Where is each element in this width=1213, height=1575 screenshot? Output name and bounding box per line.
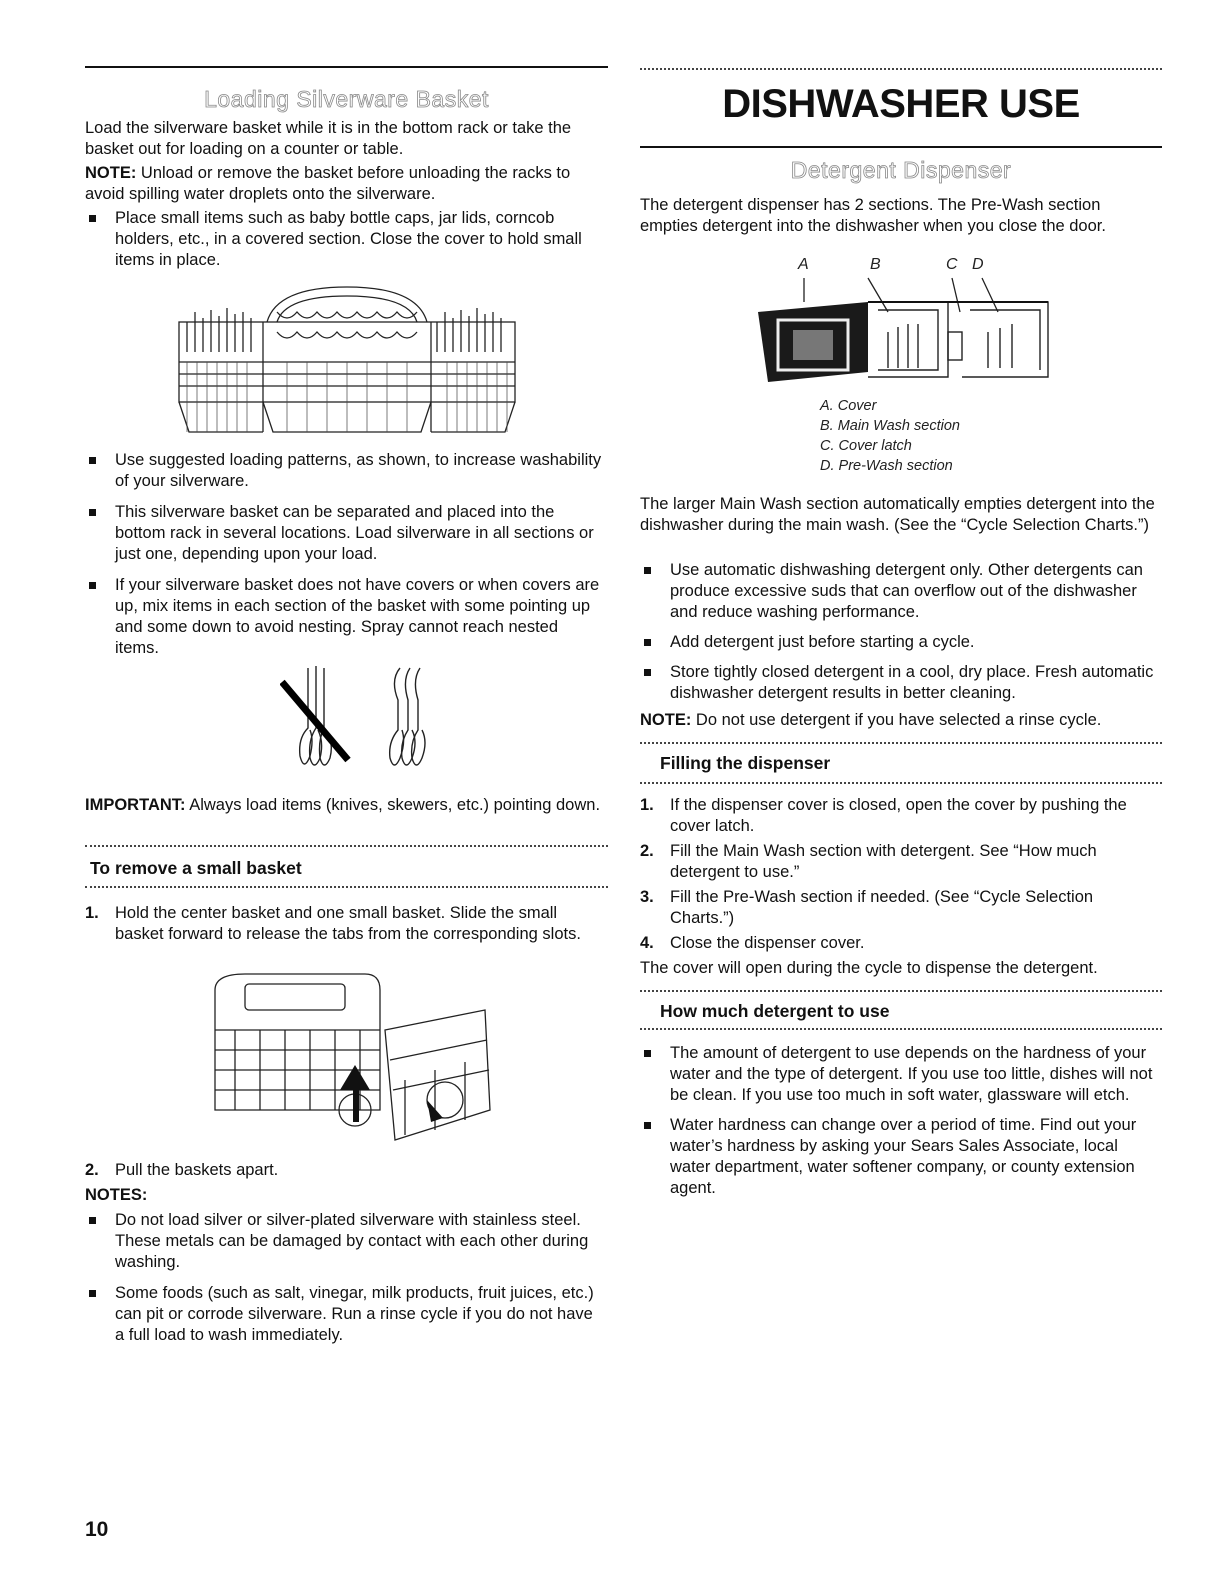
subheading-how-much: How much detergent to use [660,1001,890,1021]
top-dotted-rule [640,68,1162,70]
notes-list [85,1210,608,1346]
bullet-automatic-detergent: Use automatic dishwashing detergent only. Other detergents can produce excessive suds that can overflow out of the dishwasher and reduce washing performance. [640,560,1160,623]
dotted-rule [640,782,1162,784]
main-wash-text: The larger Main Wash section automatically empties detergent into the dishwasher during the main wash. (See the “Cycle Selection Charts.”) [640,495,1155,534]
dotted-rule [640,990,1162,992]
detergent-bullets [640,560,1162,704]
dotted-rule [85,886,608,888]
bullet-water-hardness-amount: The amount of detergent to use depends on the hardness of your water and the type of detergent. If you use too little, dishes will not be clean. If you use too much in soft water, glassware will etch. [640,1043,1160,1106]
title-rule [640,146,1162,148]
step-remove-1: 1. Hold the center basket and one small basket. Slide the small basket forward to release the tabs from the corresponding slots. [85,904,581,943]
legend-main-wash: B. Main Wash section [820,418,960,434]
label-d: D [972,256,984,273]
bullet-loading-patterns: Use suggested loading patterns, as shown, to increase washability of your silverware. [85,450,605,492]
dotted-rule [640,1028,1162,1030]
label-b: B [870,256,881,273]
legend-cover-latch: C. Cover latch [820,438,912,454]
filling-step-1: 1. If the dispenser cover is closed, open the cover by pushing the cover latch. [640,796,1127,835]
filling-steps [640,795,1162,954]
page-number: 10 [85,1518,109,1541]
silverware-intro: Load the silverware basket while it is in the bottom rack or take the basket out for loading on a counter or table. [85,119,572,158]
bullet-separated-basket: This silverware basket can be separated and placed into the bottom rack in several locations. Load silverware in all sections or just one, depending upon your load. [85,502,605,565]
dotted-rule [85,845,608,847]
remove-basket-illustration [205,970,495,1150]
dotted-rule [640,742,1162,744]
important-note: IMPORTANT: Always load items (knives, skewers, etc.) pointing down. [85,796,601,814]
filling-step-2: 2. Fill the Main Wash section with detergent. See “How much detergent to use.” [640,842,1097,881]
legend-cover: A. Cover [820,398,877,414]
filling-step-4: 4. Close the dispenser cover. [640,934,865,952]
silverware-bullets [85,450,608,659]
bullet-add-detergent: Add detergent just before starting a cycle. [640,632,1160,653]
nesting-spoons-illustration [280,660,450,780]
rinse-cycle-note: NOTE: Do not use detergent if you have selected a rinse cycle. [640,711,1102,729]
subheading-filling: Filling the dispenser [660,753,831,773]
bullet-water-hardness-change: Water hardness can change over a period of time. Find out your water’s hardness by asking your Sears Sales Associate, local water department, water softener company, or county extension agent. [640,1115,1160,1199]
page-title: DISHWASHER USE [722,82,1080,126]
dispenser-intro: The detergent dispenser has 2 sections. The Pre-Wash section empties detergent into the dishwasher when you close the door. [640,196,1106,235]
cover-open-text: The cover will open during the cycle to dispense the detergent. [640,959,1098,977]
note-foods-corrode: Some foods (such as salt, vinegar, milk products, fruit juices, etc.) can pit or corrode silverware. Run a rinse cycle if you do not have a full load to wash immediately. [85,1283,605,1346]
subheading-remove-basket: To remove a small basket [90,858,302,878]
section-heading-silverware: Loading Silverware Basket [204,86,489,112]
silverware-basket-illustration [177,282,517,442]
bullet-no-covers: If your silverware basket does not have covers or when covers are up, mix items in each section of the basket with some pointing up and some down to avoid nesting. Spray cannot reach nested items. [85,575,605,659]
label-a: A [798,256,809,273]
detergent-dispenser-illustration [748,272,1058,392]
label-c: C [946,256,958,273]
top-rule [85,66,608,68]
how-much-bullets [640,1043,1162,1199]
dispenser-legend [820,396,960,476]
filling-step-3: 3. Fill the Pre-Wash section if needed. (See “Cycle Selection Charts.”) [640,888,1094,927]
silverware-note: NOTE: Unload or remove the basket before unloading the racks to avoid spilling water droplets onto the silverware. [85,164,571,203]
legend-pre-wash: D. Pre-Wash section [820,458,953,474]
notes-label: NOTES: [85,1186,148,1204]
step-remove-2: 2. Pull the baskets apart. [85,1161,279,1179]
note-stainless-steel: Do not load silver or silver-plated silverware with stainless steel. These metals can be damaged by contact with each other during washing. [85,1210,605,1273]
bullet-small-items: Place small items such as baby bottle caps, jar lids, corncob holders, etc., in a covered section. Close the cover to hold small items in place. [85,208,608,271]
bullet-store-detergent: Store tightly closed detergent in a cool, dry place. Fresh automatic dishwasher detergent results in better cleaning. [640,662,1160,704]
section-heading-detergent: Detergent Dispenser [790,157,1012,183]
